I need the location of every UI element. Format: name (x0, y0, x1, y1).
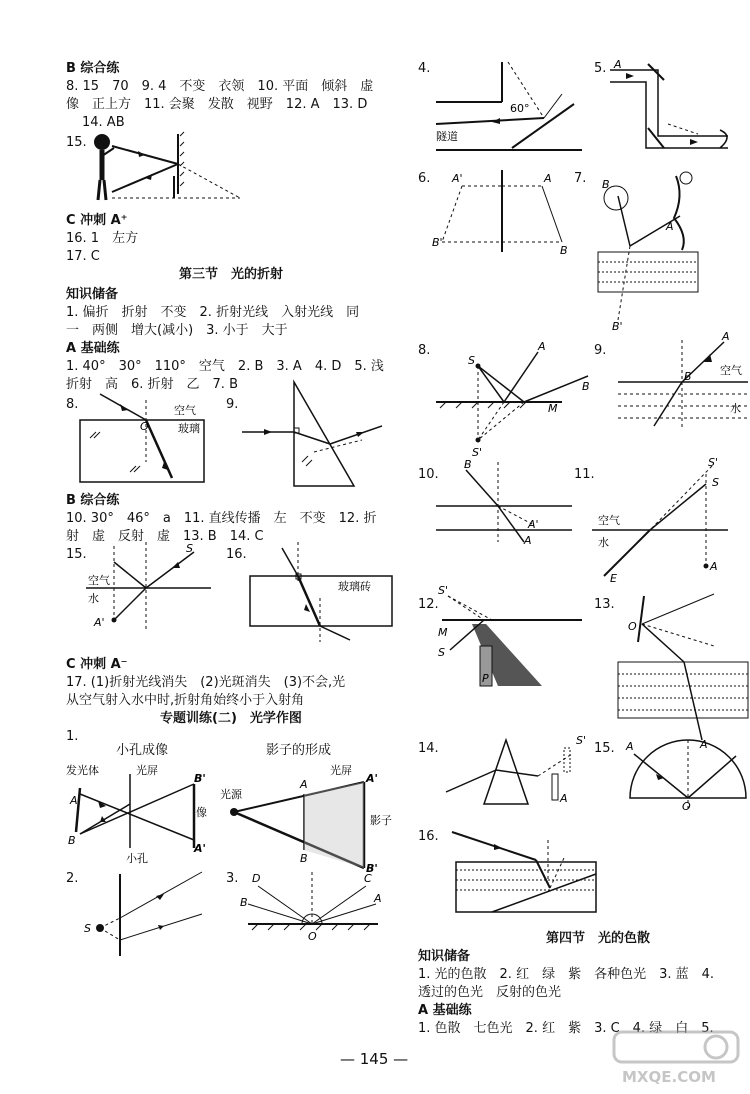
answer-line: 10. 30° 46° a 11. 直线传播 左 不变 12. 折 (66, 511, 377, 526)
svg-text:隧道: 隧道 (436, 130, 458, 143)
svg-text:S: S (712, 476, 719, 489)
svg-text:A: A (538, 340, 546, 353)
answer-line: 一 两侧 增大(减小) 3. 小于 大于 (66, 323, 288, 338)
answer-line: 8. 15 70 9. 4 不变 衣领 10. 平面 倾斜 虚 (66, 79, 374, 94)
section-c-heading: C 冲刺 A⁻ (66, 657, 128, 672)
question-number: 8. (418, 343, 431, 358)
svg-text:S': S' (708, 456, 719, 469)
svg-text:空气: 空气 (88, 574, 110, 587)
question-number: 11. (574, 467, 595, 482)
svg-text:B': B' (366, 862, 378, 875)
tunnel-mirror-figure-q4 (432, 58, 582, 158)
svg-text:A: A (666, 220, 674, 233)
pinhole-figure (66, 764, 216, 864)
question-number: 15. (594, 741, 615, 756)
svg-text:水: 水 (598, 536, 609, 549)
question-number: 9. (594, 343, 607, 358)
svg-text:E: E (610, 572, 617, 585)
question-number: 5. (594, 61, 607, 76)
svg-text:B: B (464, 458, 472, 471)
svg-text:A: A (626, 740, 634, 753)
svg-text:A': A' (528, 518, 539, 531)
svg-text:S: S (438, 646, 445, 659)
svg-text:A: A (560, 792, 568, 805)
answer-line: 射 虚 反射 虚 13. B 14. C (66, 529, 264, 544)
refraction-figure-q8 (80, 382, 210, 487)
answer-line: 1. 40° 30° 110° 空气 2. B 3. A 4. D 5. 浅 (66, 359, 384, 374)
svg-text:A': A' (194, 842, 206, 855)
svg-text:60°: 60° (510, 102, 530, 115)
shadow-figure-title: 影子的形成 (266, 743, 332, 758)
mirror-figure-q2 (80, 870, 210, 960)
svg-text:D: D (252, 872, 261, 885)
answer-line: 折射 高 6. 折射 乙 7. B (66, 377, 238, 392)
svg-text:A: A (722, 330, 730, 343)
svg-text:MXQE.COM: MXQE.COM (622, 1068, 716, 1086)
svg-text:B: B (68, 834, 76, 847)
svg-text:光屏: 光屏 (136, 764, 158, 777)
svg-text:水: 水 (88, 592, 99, 605)
svg-text:A: A (614, 58, 622, 71)
svg-text:影子: 影子 (370, 814, 392, 827)
svg-text:O: O (682, 800, 691, 813)
section-b-heading: B 综合练 (66, 493, 120, 508)
svg-text:A': A' (94, 616, 105, 629)
svg-text:A: A (70, 794, 78, 807)
semicircle-glass-figure-q15 (624, 734, 750, 814)
svg-text:B: B (602, 178, 610, 191)
answer-line: 从空气射入水中时,折射角始终小于入射角 (66, 693, 305, 708)
answer-line: 像 正上方 11. 会聚 发散 视野 12. A 13. D (66, 97, 368, 112)
svg-text:S: S (186, 542, 193, 555)
svg-text:S': S' (576, 734, 587, 747)
refraction-figure-q10 (432, 458, 582, 552)
svg-text:O: O (140, 420, 149, 433)
svg-text:A: A (710, 560, 718, 573)
answer-line: 16. 1 左方 (66, 231, 139, 246)
section-b-heading: B 综合练 (66, 61, 120, 76)
prism-figure-q9 (242, 382, 392, 492)
refraction-figure-q15 (86, 542, 216, 632)
svg-text:像: 像 (196, 806, 207, 819)
question-number: 16. (418, 829, 439, 844)
refraction-figure-q9 (614, 330, 750, 450)
svg-text:玻璃: 玻璃 (178, 422, 200, 435)
mirror-water-figure-q13 (614, 590, 750, 750)
answer-line: 透过的色光 反射的色光 (418, 985, 562, 1000)
glass-brick-figure-q16 (246, 542, 396, 642)
answer-line: 1. 光的色散 2. 红 绿 紫 各种色光 3. 蓝 4. (418, 967, 715, 982)
question-number: 2. (66, 871, 79, 886)
question-number: 7. (574, 171, 587, 186)
svg-text:玻璃砖: 玻璃砖 (338, 580, 371, 593)
svg-text:M: M (438, 626, 448, 639)
svg-text:C: C (364, 872, 372, 885)
svg-text:空气: 空气 (174, 404, 196, 417)
answer-line: 14. AB (82, 115, 125, 130)
section-a-heading: A 基础练 (418, 1003, 472, 1018)
water-reflection-figure-q7 (588, 166, 738, 336)
topic-title: 专题训练(二) 光学作图 (160, 711, 302, 726)
svg-text:M: M (548, 402, 558, 415)
answer-line: 1. 色散 七色光 2. 红 紫 3. C 4. 绿 白 5. (418, 1021, 714, 1036)
svg-text:B: B (240, 896, 248, 909)
answer-line: 17. (1)折射光线消失 (2)光斑消失 (3)不会,光 (66, 675, 346, 690)
svg-text:A': A' (366, 772, 378, 785)
question-number: 6. (418, 171, 431, 186)
svg-text:S: S (468, 354, 475, 367)
question-number: 8. (66, 397, 79, 412)
question-number: 15. (66, 135, 87, 150)
svg-text:发光体: 发光体 (66, 764, 99, 777)
svg-text:光源: 光源 (220, 788, 242, 801)
svg-text:A': A' (452, 172, 463, 185)
svg-text:光屏: 光屏 (330, 764, 352, 777)
svg-text:O: O (628, 620, 637, 633)
svg-text:P: P (482, 672, 489, 685)
water-tank-figure-q16 (452, 828, 602, 918)
svg-text:A: A (374, 892, 382, 905)
question-number: 12. (418, 597, 439, 612)
svg-text:B: B (582, 380, 590, 393)
question-number: 16. (226, 547, 247, 562)
refraction-figure-q11 (588, 456, 738, 585)
knowledge-heading: 知识储备 (418, 949, 471, 964)
svg-text:B: B (300, 852, 308, 865)
mirror-figure-q15 (90, 132, 250, 212)
question-number: 10. (418, 467, 439, 482)
reflection-figure-q8 (432, 340, 592, 470)
svg-text:小孔: 小孔 (126, 852, 148, 865)
question-number: 1. (66, 729, 79, 744)
svg-text:B': B' (432, 236, 443, 249)
svg-text:A: A (524, 534, 532, 547)
svg-text:A: A (544, 172, 552, 185)
svg-text:S': S' (472, 446, 483, 459)
svg-text:空气: 空气 (720, 364, 742, 377)
prism-figure-q14 (442, 734, 592, 814)
svg-text:A: A (700, 738, 708, 751)
svg-text:B: B (560, 244, 568, 257)
svg-text:B': B' (194, 772, 206, 785)
section-a-heading: A 基础练 (66, 341, 120, 356)
periscope-figure-q5 (608, 58, 748, 154)
svg-text:水: 水 (730, 402, 741, 415)
mirror-image-figure-q6 (432, 166, 572, 256)
question-number: 13. (594, 597, 615, 612)
page-number: — 145 — (340, 1050, 409, 1068)
svg-text:S': S' (438, 584, 449, 597)
svg-text:B': B' (612, 320, 623, 333)
pinhole-figure-title: 小孔成像 (116, 743, 169, 758)
mirror-figure-q12 (438, 584, 588, 700)
question-number: 14. (418, 741, 439, 756)
shadow-figure (220, 764, 390, 874)
section-3-title: 第三节 光的折射 (178, 267, 283, 282)
section-c-heading: C 冲刺 A⁺ (66, 213, 128, 228)
svg-text:A: A (300, 778, 308, 791)
reflection-figure-q3 (238, 872, 388, 952)
section-4-title: 第四节 光的色散 (545, 931, 650, 946)
svg-text:空气: 空气 (598, 514, 620, 527)
svg-text:B: B (684, 370, 692, 383)
question-number: 15. (66, 547, 87, 562)
knowledge-heading: 知识储备 (66, 287, 119, 302)
question-number: 4. (418, 61, 431, 76)
svg-text:S: S (84, 922, 91, 935)
svg-text:O: O (308, 930, 317, 943)
watermark-logo (612, 1030, 740, 1086)
answer-line: 1. 偏折 折射 不变 2. 折射光线 入射光线 同 (66, 305, 360, 320)
question-number: 3. (226, 871, 239, 886)
answer-line: 17. C (66, 249, 100, 264)
question-number: 9. (226, 397, 239, 412)
